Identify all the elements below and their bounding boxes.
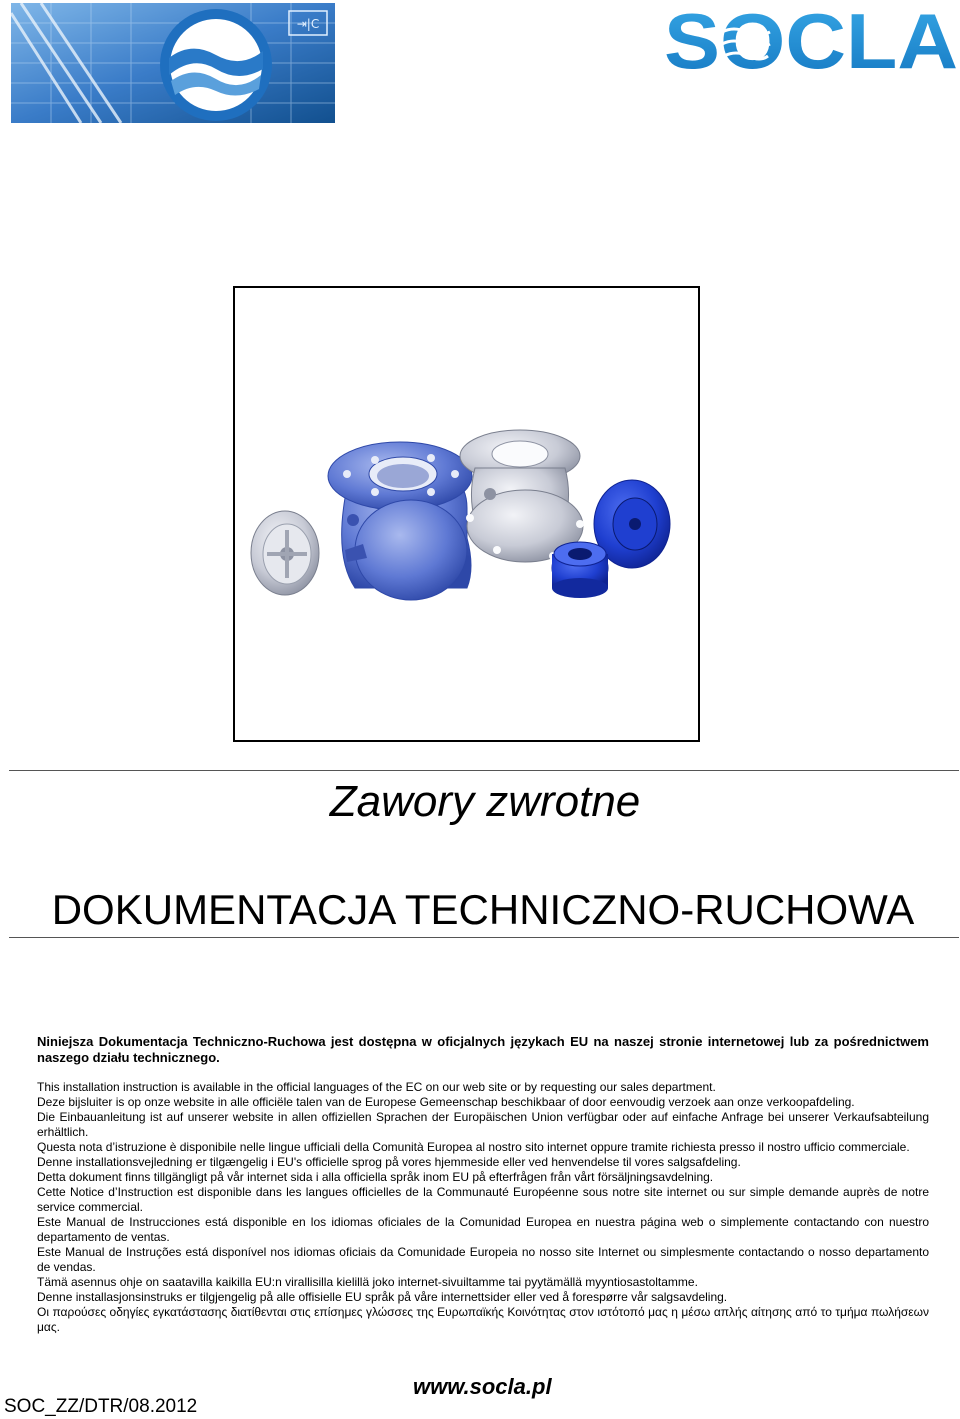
notice-portuguese: Este Manual de Instruções está disponível nos idiomas oficiais da Comunidade Europeia no nosso site Internet ou simplesmente contactando o nosso departamento de vendas.: [37, 1245, 929, 1274]
notice-polish: Niniejsza Dokumentacja Techniczno-Ruchowa jest dostępna w oficjalnych językach EU na naszej stronie internetowej lub za pośrednictwem naszego działu technicznego.: [37, 1034, 929, 1065]
language-notices: [37, 1034, 929, 1335]
notice-norwegian: Denne installasjonsinstruks er tilgjengelig på alle offisielle EU språk på våre internettsider eller ved å forespørre vår salgsavdeling.: [37, 1290, 728, 1304]
notice-swedish: Detta dokument finns tillgängligt på vår internet sida i alla officiella språk inom EU på efterfrågen från vårt försäljningsavdelning.: [37, 1170, 714, 1184]
notice-greek: Οι παρούσες οδηγίες εγκατάστασης διατίθενται στις επίσημες γλώσσες της Ευρωπαϊκής Κοινότητας στον ιστότοπό μας η μέσω απλής αίτησης από το τμήμα πωλήσεων μας.: [37, 1305, 929, 1334]
flanged-valve-blue: [328, 442, 472, 600]
header-banner-image: [11, 3, 335, 123]
svg-text:SOCLA: SOCLA: [664, 2, 958, 76]
website-link[interactable]: www.socla.pl: [413, 1374, 552, 1399]
notice-english: This installation instruction is available in the official languages of the EC on our web site or by requesting our sales department.: [37, 1080, 716, 1094]
flanged-valve-steel: [460, 430, 584, 562]
divider-bottom: [9, 937, 959, 938]
svg-text:⇥|C: ⇥|C: [296, 17, 320, 31]
wafer-valve-blue-small: [552, 542, 608, 598]
notice-german: Die Einbauanleitung ist auf unserer website in allen offiziellen Sprachen der Europäischen Union verfügbar oder auf einfache Anfrage bei unserer Verkaufsabteilung erhältlich.: [37, 1110, 929, 1139]
notice-french: Cette Notice d’Instruction est disponible dans les langues officielles de la Communauté Européenne sous notre site internet ou sur simple demande auprès de notre service commercial.: [37, 1185, 929, 1214]
product-photo: [233, 286, 700, 742]
page-title: DOKUMENTACJA TECHNICZNO-RUCHOWA: [51, 886, 915, 933]
notice-danish: Denne installationsvejledning er tilgængelig i EU's officielle sprog på vores hjemmeside eller ved henvendelse til vores salgsafdeling.: [37, 1155, 741, 1169]
subject-title: Zawory zwrotne: [329, 777, 641, 826]
notice-finnish: Tämä asennus ohje on saatavilla kaikilla EU:n virallisilla kielillä joko internet-sivuiltamme tai pyytämällä myyntiosastoltamme.: [37, 1275, 698, 1289]
notice-spanish: Este Manual de Instrucciones está disponible en los idiomas oficiales de la Comunidad Europea en nuestra página web o simplemente contactando con nuestro departamento de ventas.: [37, 1215, 929, 1244]
socla-logo: [664, 2, 958, 76]
wafer-valve-small: [251, 511, 319, 595]
document-code: SOC_ZZ/DTR/08.2012: [4, 1396, 198, 1417]
divider-top: [9, 770, 959, 771]
notice-italian: Questa nota d’istruzione è disponibile nelle lingue ufficiali della Comunità Europea al nostro sito internet oppure tramite richiesta presso il nostro ufficio commerciale.: [37, 1140, 910, 1154]
notice-dutch: Deze bijsluiter is op onze website in alle officiële talen van de Europese Gemeenschap beschikbaar of door eenvoudig verzoek aan onze verkoopafdeling.: [37, 1095, 855, 1109]
